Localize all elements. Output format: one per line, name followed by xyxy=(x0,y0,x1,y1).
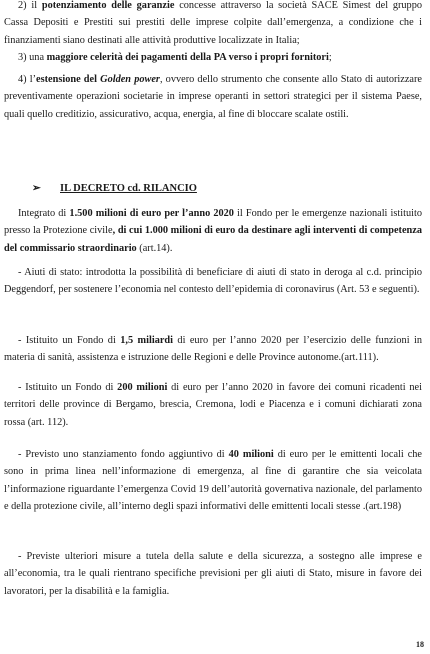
text-run: Integrato di xyxy=(18,208,70,219)
paragraph-fondo-regioni xyxy=(4,332,422,367)
arrow-bullet-icon: ➢ xyxy=(32,183,41,194)
paragraph-ulteriori-misure: - Previste ulteriori misure a tutela della salute e della sicurezza, a sostegno alle imprese e all’economia, tra le quali rientrano specifiche previsioni per gli aiuti di Stato, misure in favore dei lavoratori, per la disabilità e la famiglia. xyxy=(4,551,422,597)
bold-run: maggiore celerità dei pagamenti della PA verso i propri fornitori xyxy=(46,52,329,63)
paragraph-emittenti-locali xyxy=(4,446,422,516)
bold-run: , di cui 1.000 milioni di euro da destinare agli interventi di competenza del commissario straordinario xyxy=(4,225,422,254)
paragraph-fondo-comuni xyxy=(4,379,422,431)
paragraph-fondo-emergenze xyxy=(4,205,422,257)
section-heading-title: IL DECRETO cd. RILANCIO xyxy=(60,183,197,194)
text-run: 3) una xyxy=(18,52,47,63)
page-number: 18 xyxy=(416,640,424,649)
text-run: ; xyxy=(328,52,332,63)
text-run: - Previsto uno stanziamento fondo aggiuntivo di xyxy=(18,449,229,460)
bold-run: 1,5 miliardi xyxy=(120,335,173,346)
text-run: - Istituito un Fondo di xyxy=(18,382,118,393)
text-run: , ovvero dello strumento che consente allo Stato di autorizzare preventivamente operazioni societarie in imprese operanti in settori strategici per il sistema Paese, quali quello creditizio, assicurativo, acqua, energia, al fine di bloccare scalate ostili. xyxy=(4,74,422,120)
paragraph-aiuti-di-stato: - Aiuti di stato: introdotta la possibilità di beneficiare di aiuti di stato in deroga al c.d. principio Deggendorf, per sostenere l’economia nel contesto dell’epidemia di coronavirus (Art. 53 e seguenti). xyxy=(4,267,422,296)
text-run: 2) il xyxy=(18,0,42,11)
bold-run: 1.500 milioni di euro per l’anno 2020 xyxy=(69,208,234,219)
bold-run: 40 milioni xyxy=(228,449,274,460)
text-run: 4) l’ xyxy=(18,74,37,85)
text-run: - Istituito un Fondo di xyxy=(18,335,121,346)
text-run: concesse attraverso la società SACE Simest del gruppo Cassa Depositi e Prestiti sui prestiti delle imprese colpite dall’emergenza, a condizione che i finanziamenti siano destinati alle attività produttive localizzate in Italia; xyxy=(4,0,423,46)
bold-italic-run: Golden power xyxy=(100,74,160,85)
paragraph-pagamenti xyxy=(4,49,422,66)
bold-run: potenziamento delle garanzie xyxy=(41,0,175,11)
paragraph-golden-power xyxy=(4,71,422,123)
bold-run: 200 milioni xyxy=(117,382,168,393)
section-heading xyxy=(32,180,197,197)
text-run: di euro per l’anno 2020 per l’esercizio delle funzioni in materia di sanità, assistenza e istruzione delle Regioni e delle Province autonome.(art.111). xyxy=(4,335,422,364)
text-run: il Fondo per le emergenze nazionali istituito presso la Protezione civile xyxy=(4,208,422,237)
bold-run: estensione del xyxy=(36,74,101,85)
paragraph-garanzie xyxy=(4,0,422,49)
text-run: di euro per le emittenti locali che sono in prima linea nell’informazione di emergenza, al fine di garantire che sia veicolata l’informazione riguardante l’emergenza Covid 19 dell’autorità governativa nazionale, del parlamento e della protezione civile, all’interno degli spazi informativi delle emittenti locali stesse .(art.198) xyxy=(4,449,422,513)
text-run: (art.14). xyxy=(136,242,173,254)
text-run: di euro per l’anno 2020 in favore dei comuni ricadenti nei territori delle province di Bergamo, brescia, Cremona, lodi e Piacenza e i comuni dichiarati zona rossa (art. 112). xyxy=(4,382,422,428)
